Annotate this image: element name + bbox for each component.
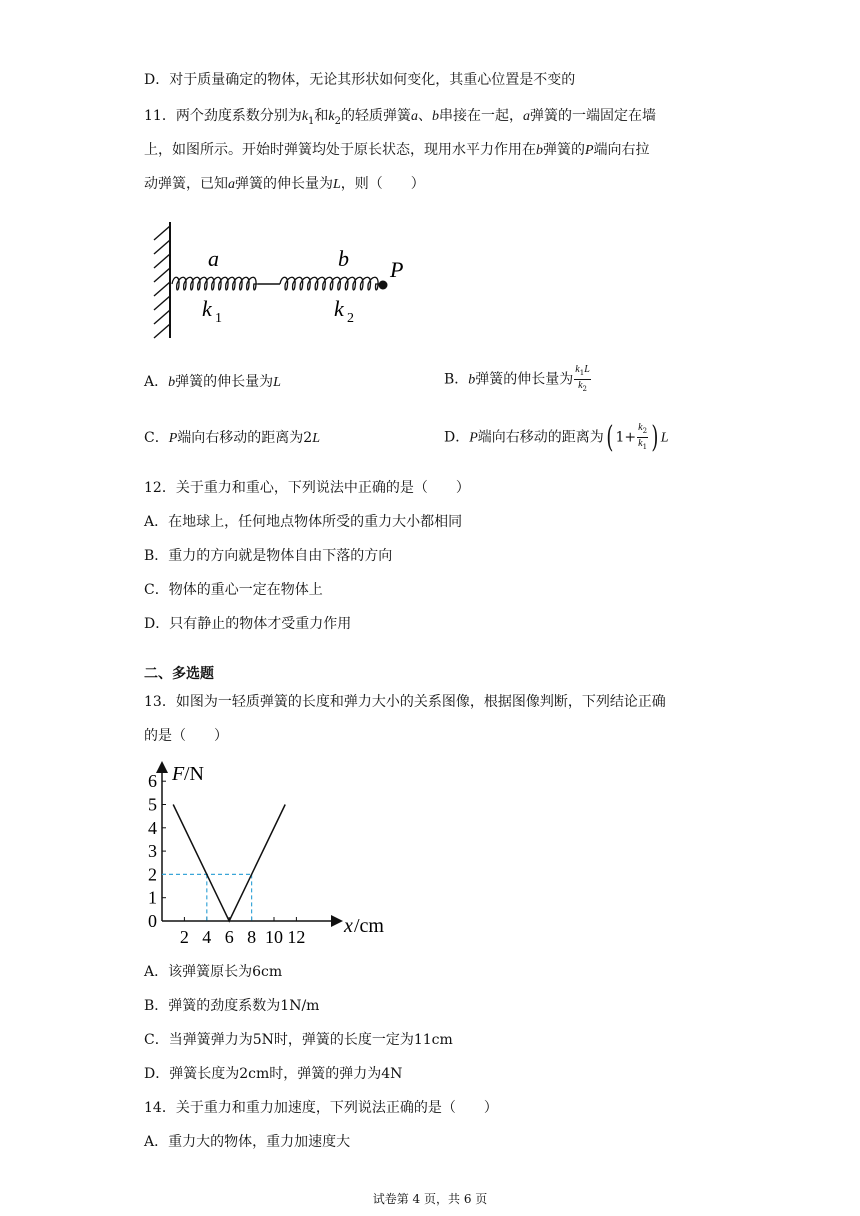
x-tick-label: 6 [224, 927, 234, 947]
x-axis-label-unit: /cm [354, 915, 384, 937]
label-a: a [208, 246, 219, 271]
q13-option-b: B．弹簧的劲度系数为1N/m [144, 998, 320, 1014]
y-tick-label: 2 [148, 864, 157, 885]
fraction-k2-over-k1: $\frac{k_2}{k_1}$ [638, 422, 648, 451]
x-tick-label: 8 [247, 927, 257, 947]
section-title-multiple-choice: 二、多选题 [144, 666, 214, 682]
q13-option-c: C．当弹簧弹力为5N时，弹簧的长度一定为11cm [144, 1032, 453, 1048]
spring-coil [172, 277, 258, 290]
q11-stem-line3: 动弹簧，已知a弹簧的伸长量为L，则（ ） [144, 176, 425, 192]
y-tick-label: 3 [148, 841, 157, 862]
wall [154, 222, 170, 338]
spring-a [172, 277, 258, 290]
q12-option-a: A．在地球上，任何地点物体所受的重力大小都相同 [144, 514, 463, 530]
q14-stem: 14．关于重力和重力加速度，下列说法正确的是（ ） [144, 1100, 498, 1116]
y-tick-label: 4 [148, 817, 157, 838]
force-curve [173, 805, 285, 922]
q13-force-length-chart [140, 758, 400, 948]
q11-option-d: D．P端向右移动的距离为( 1+ $\frac{k_2}{k_1}$ ) L [444, 419, 669, 455]
x-tick-label: 12 [287, 927, 306, 947]
x-tick-label: 2 [179, 927, 189, 947]
spring-coil [280, 277, 380, 290]
q11-spring-figure [140, 214, 420, 344]
q11-stem-line1: 11．两个劲度系数分别为$k_1$和$k_2$的轻质弹簧a、b串接在一起，a弹簧的一端固定在墙 [144, 108, 657, 127]
q12-option-b: B．重力的方向就是物体自由下落的方向 [144, 548, 393, 564]
q13-stem-line1: 13．如图为一轻质弹簧的长度和弹力大小的关系图像，根据图像判断，下列结论正确 [144, 694, 666, 710]
label-k1-sub: 1 [215, 311, 222, 326]
q11-stem-line2: 上，如图所示。开始时弹簧均处于原长状态，现用水平力作用在b弹簧的P端向右拉 [144, 142, 650, 158]
q10-option-d: D．对于质量确定的物体，无论其形状如何变化，其重心位置是不变的 [144, 72, 576, 88]
x-tick-label: 10 [265, 927, 283, 947]
spring-b [280, 277, 380, 290]
q12-option-c: C．物体的重心一定在物体上 [144, 582, 323, 598]
label-k1: k [202, 296, 212, 321]
y-tick-label: 0 [148, 911, 157, 931]
label-b: b [338, 246, 349, 271]
fraction-k1L-over-k2: $\frac{k_1L}{k_2}$ [575, 364, 590, 393]
q14-option-a: A．重力大的物体，重力加速度大 [144, 1134, 351, 1150]
y-tick-label: 5 [148, 794, 157, 815]
y-tick-label: 1 [148, 887, 157, 908]
x-tick-label: 4 [202, 927, 212, 947]
q11-option-b: B．b弹簧的伸长量为 $\frac{k_1L}{k_2}$ [444, 364, 590, 393]
label-k2: k [334, 296, 344, 321]
q13-stem-line2: 的是（ ） [144, 728, 228, 744]
q11-option-c: C．P端向右移动的距离为2L [144, 430, 320, 446]
page-footer: 试卷第 4 页，共 6 页 [372, 1192, 488, 1206]
q13-option-d: D．弹簧长度为2cm时，弹簧的弹力为4N [144, 1066, 403, 1082]
y-axis-label-unit: /N [184, 763, 204, 785]
q12-stem: 12．关于重力和重心，下列说法中正确的是（ ） [144, 480, 470, 496]
y-axis-label-var: F [172, 763, 185, 785]
q11-option-a: A．b弹簧的伸长量为L [144, 374, 281, 390]
y-tick-label: 6 [148, 771, 157, 792]
x-axis-label-var: x [344, 915, 353, 937]
q12-option-d: D．只有静止的物体才受重力作用 [144, 616, 352, 632]
label-P: P [390, 257, 404, 282]
q13-option-a: A．该弹簧原长为6cm [144, 964, 283, 980]
point-p-dot [379, 281, 388, 290]
label-k2-sub: 2 [347, 311, 354, 326]
